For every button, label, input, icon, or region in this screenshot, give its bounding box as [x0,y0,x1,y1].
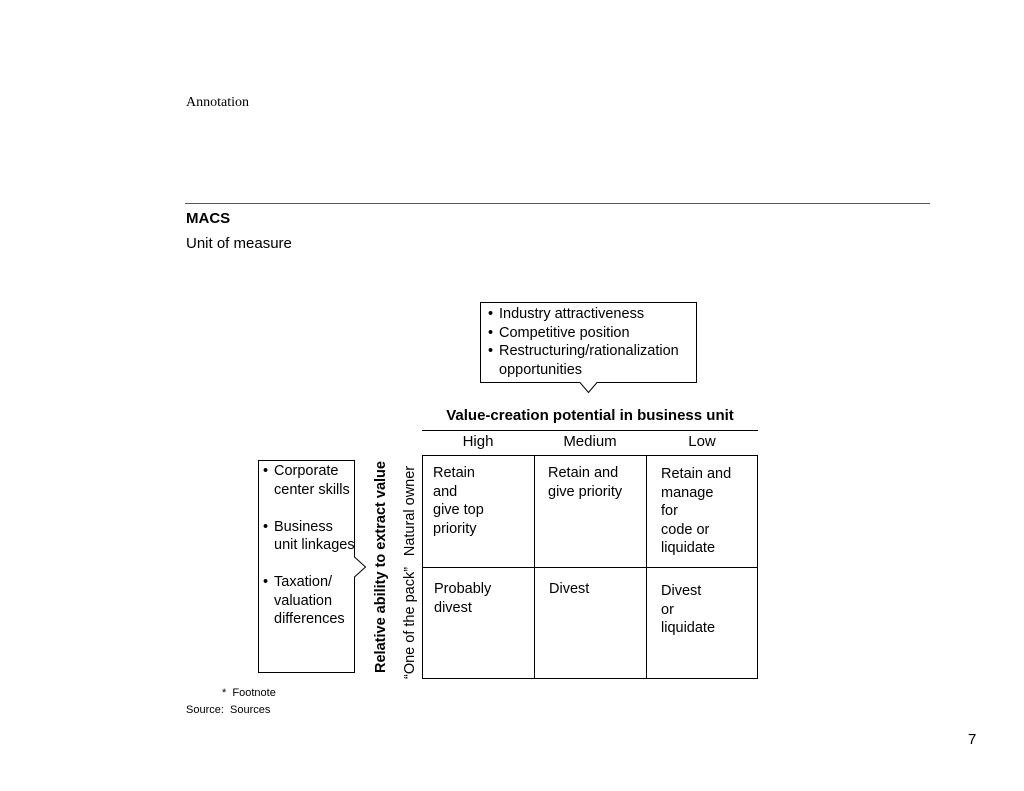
cell-line: give top [433,502,484,518]
cell-line: give priority [548,483,623,500]
source-text: Sources [230,704,271,716]
matrix-column-title-rule [422,430,758,431]
cell-one-of-the-pack-low [661,582,715,638]
callout-item: • Competitive position [487,324,697,343]
cell-natural-owner-low [661,465,731,558]
source-label: Source: [186,704,224,716]
page-title: MACS [186,210,231,227]
footnote-marker: * [222,687,227,699]
cell-line: liquidate [661,620,716,636]
cell-line: Retain and [548,465,619,481]
matrix-row-title: Relative ability to extract value [373,461,389,673]
callout-item: • Industry attractiveness [487,305,697,324]
unit-of-measure: Unit of measure [186,235,292,252]
row-header-one-of-the-pack: “One of the pack” [402,566,418,679]
cell-line: and [433,483,458,500]
matrix-grid [422,455,758,679]
cell-line: Divest [549,581,590,597]
row-header-natural-owner: Natural owner [402,465,418,557]
left-callout [262,462,357,647]
callout-item: • Restructuring/rationalization opportunities [487,342,697,379]
callout-item: • Corporate center skills [262,462,357,499]
cell-line: Divest [661,583,702,599]
cell-line: for [661,503,678,519]
cell-line: manage [661,484,714,501]
callout-item: • Business unit linkages [262,518,357,555]
page-number: 7 [968,731,977,748]
cell-one-of-the-pack-medium [549,580,589,599]
footnote-text: Footnote [232,687,276,699]
matrix-row-headers [402,455,418,679]
cell-line: Retain and [661,466,732,482]
callout-item: • Taxation/ valuation differences [262,573,357,629]
cell-natural-owner-medium [548,464,622,501]
matrix-column-title: Value-creation potential in business unit [446,407,734,424]
cell-line: Retain [433,465,475,481]
source-line [186,704,270,716]
cell-line: or [661,601,674,618]
cell-natural-owner-high [433,464,484,538]
column-header-high: High [462,433,494,450]
footnote [222,687,276,699]
cell-line: Probably [434,581,492,597]
cell-one-of-the-pack-high [434,580,491,617]
top-callout [487,305,697,379]
cell-line: code or [661,521,710,538]
column-header-low: Low [688,433,716,450]
cell-line: priority [433,520,477,537]
cell-line: liquidate [661,540,716,556]
column-header-medium: Medium [563,433,617,450]
annotation-text: Annotation [186,95,249,110]
cell-line: divest [434,599,472,616]
